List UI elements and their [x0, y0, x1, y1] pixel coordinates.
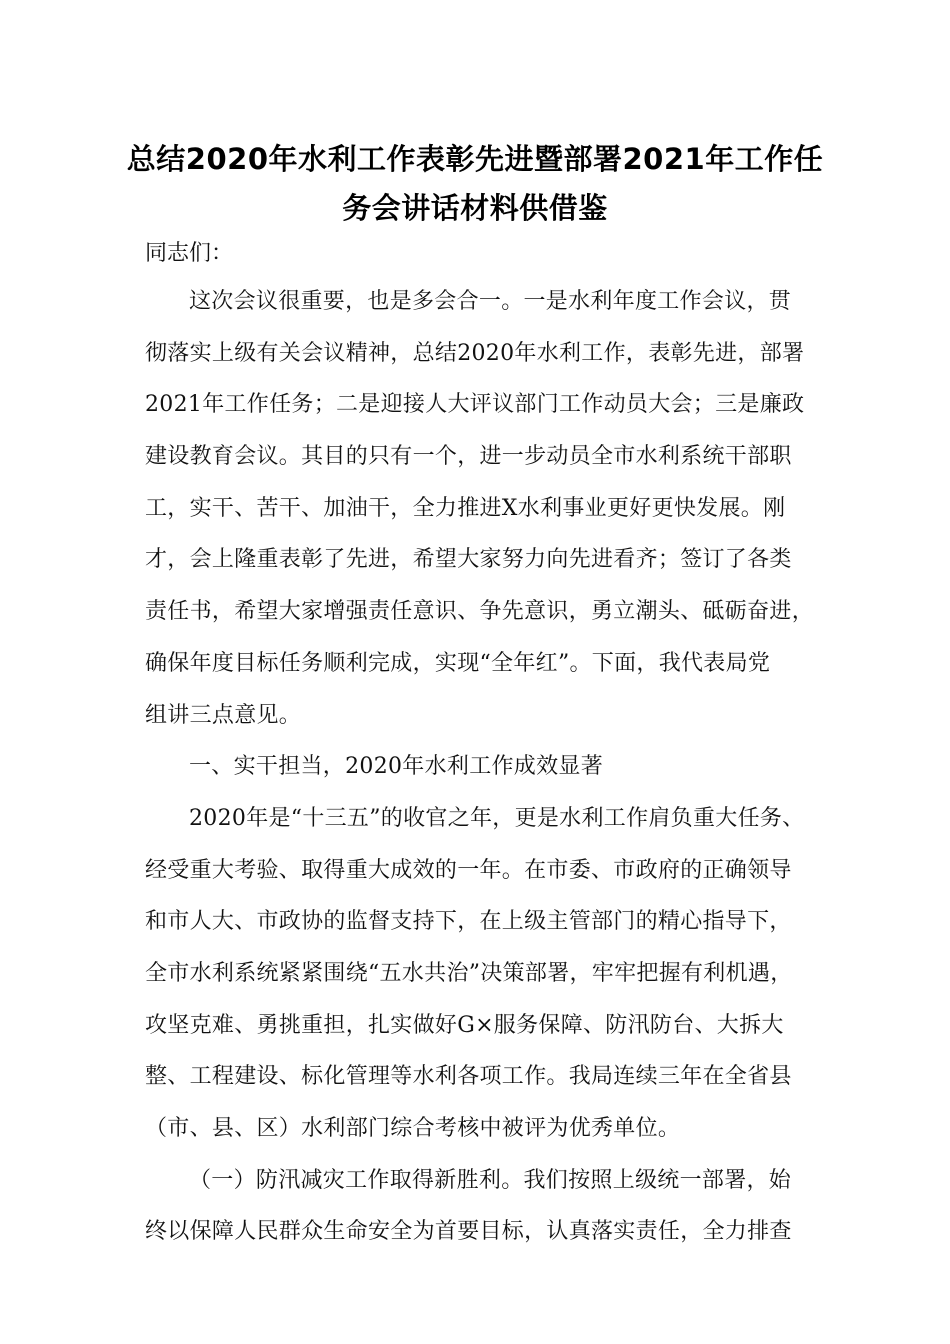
paragraph-line: 组讲三点意见。	[145, 702, 302, 728]
paragraph-line: 整、工程建设、标化管理等水利各项工作。我局连续三年在全省县	[145, 1064, 792, 1090]
salutation: 同志们：	[145, 241, 234, 266]
paragraph-line: 才，会上隆重表彰了先进，希望大家努力向先进看齐；签订了各类	[145, 547, 792, 573]
document-title-line-2: 务会讲话材料供借鉴	[342, 191, 608, 225]
paragraph-line: 和市人大、市政协的监督支持下，在上级主管部门的精心指导下，	[145, 909, 792, 935]
paragraph-line: 这次会议很重要，也是多会合一。一是水利年度工作会议，贯	[189, 289, 792, 314]
paragraph-line: 2020年是“十三五”的收官之年，更是水利工作肩负重大任务、	[189, 805, 805, 831]
document-title-line-1: 总结2020年水利工作表彰先进暨部署2021年工作任	[126, 142, 824, 176]
paragraph-line: 终以保障人民群众生命安全为首要目标，认真落实责任，全力排查	[145, 1219, 792, 1245]
paragraph-line: 建设教育会议。其目的只有一个，进一步动员全市水利系统干部职	[145, 444, 792, 470]
paragraph-line: 经受重大考验、取得重大成效的一年。在市委、市政府的正确领导	[145, 857, 792, 883]
paragraph-line: 确保年度目标任务顺利完成，实现“全年红”。下面，我代表局党	[145, 650, 771, 676]
paragraph-line: （一）防汛减灾工作取得新胜利。我们按照上级统一部署，始	[189, 1167, 792, 1193]
paragraph-line: 彻落实上级有关会议精神，总结2020年水利工作，表彰先进，部署	[145, 340, 805, 366]
section-heading: 一、实干担当，2020年水利工作成效显著	[189, 754, 603, 780]
paragraph-line: 全市水利系统紧紧围绕“五水共治”决策部署，牢牢把握有利机遇，	[145, 960, 793, 986]
paragraph-line: 工，实干、苦干、加油干，全力推进X水利事业更好更快发展。刚	[145, 495, 786, 521]
paragraph-line: （市、县、区）水利部门综合考核中被评为优秀单位。	[145, 1116, 681, 1141]
paragraph-line: 攻坚克难、勇挑重担，扎实做好G×服务保障、防汛防台、大拆大	[145, 1012, 784, 1038]
paragraph-line: 2021年工作任务；二是迎接人大评议部门工作动员大会；三是廉政	[145, 392, 805, 418]
paragraph-line: 责任书，希望大家增强责任意识、争先意识，勇立潮头、砥砺奋进，	[145, 599, 815, 625]
document-body	[145, 287, 815, 1269]
